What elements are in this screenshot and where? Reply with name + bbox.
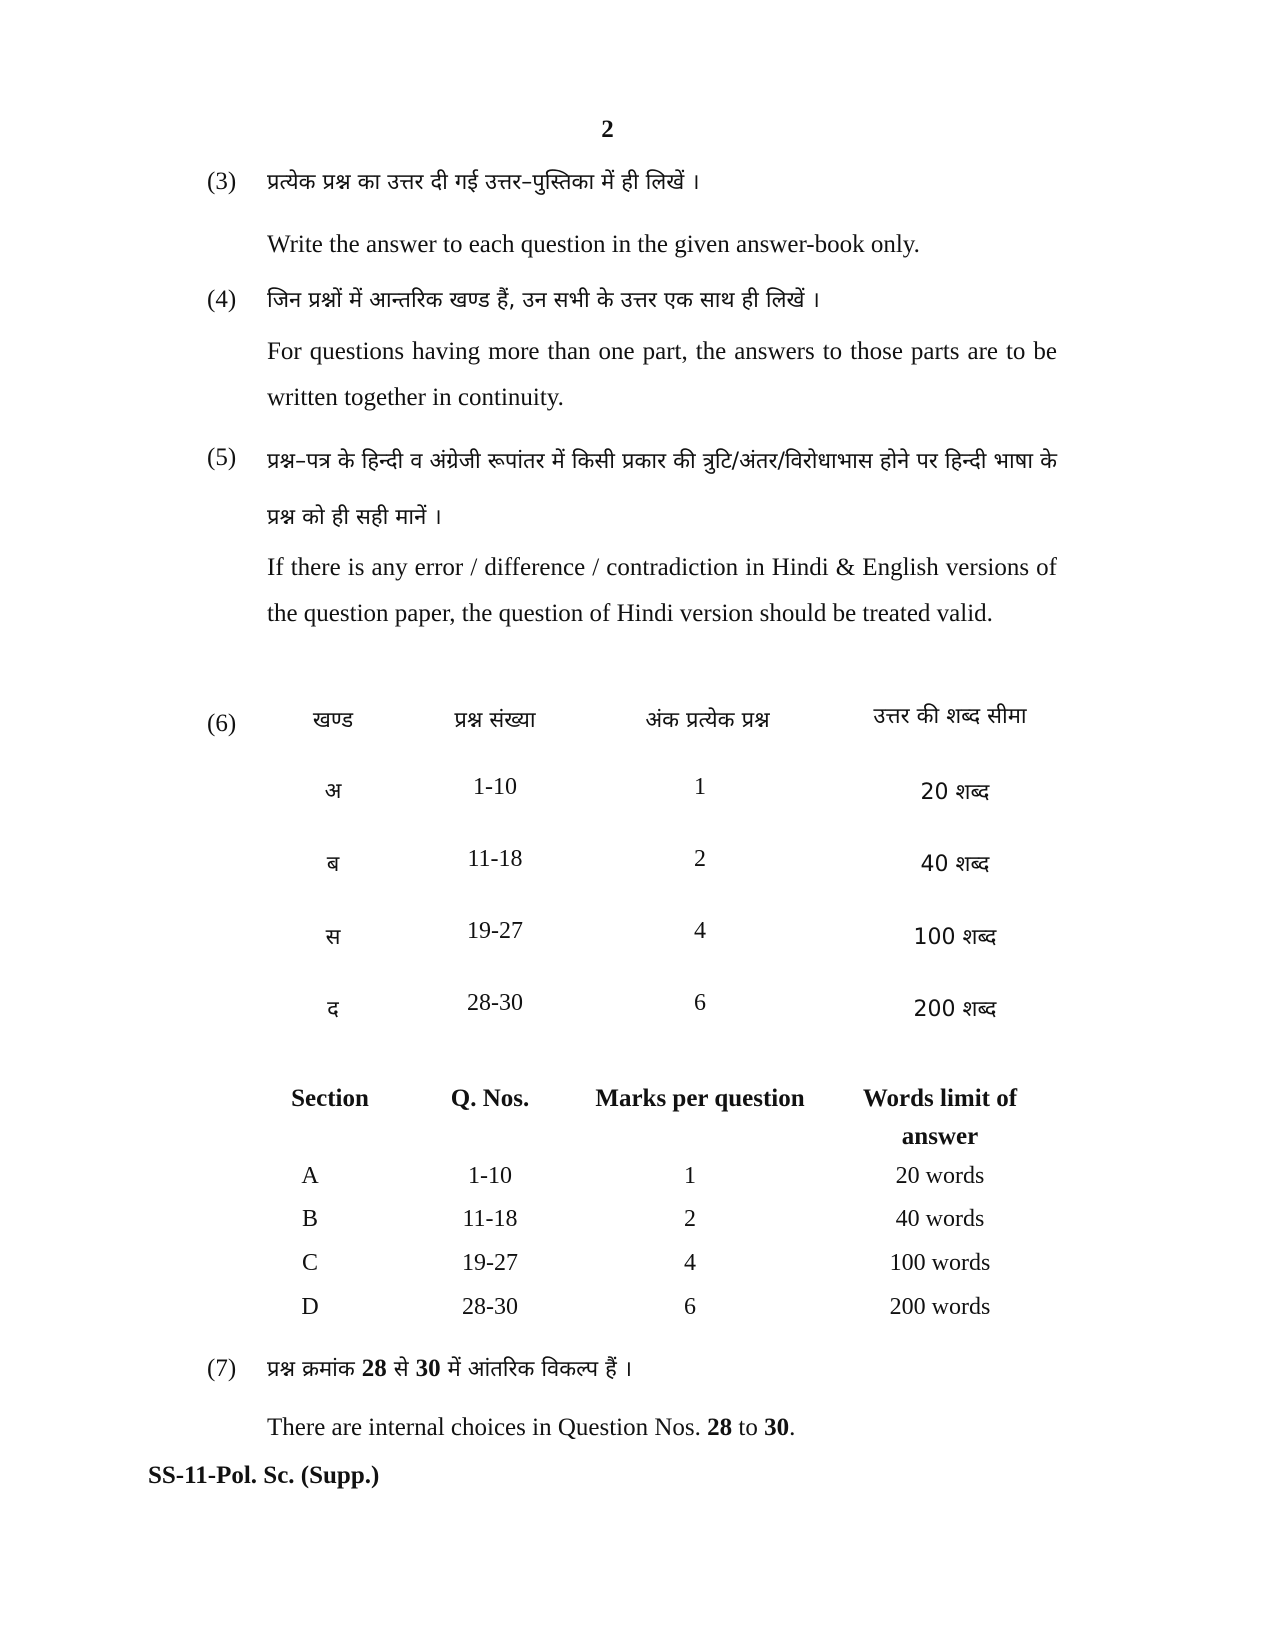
instruction-4-number: (4) xyxy=(207,286,237,313)
instruction-5-hindi: प्रश्न–पत्र के हिन्दी व अंग्रेजी रूपांतर में किसी प्रकार की त्रुटि/अंतर/विरोधाभास होने पर हिन्दी भाषा के प्रश्न को ही सही मानें । xyxy=(267,449,1057,530)
english-header-marks: Marks per question xyxy=(595,1085,805,1112)
english-header-words: Words limit of answer xyxy=(862,1085,1018,1150)
instruction-7-hindi-post: में आंतरिक विकल्प हैं । xyxy=(440,1357,633,1382)
english-row-2-section: B xyxy=(301,1206,318,1232)
english-row-2-qnos: 11-18 xyxy=(462,1206,518,1232)
english-row-1-qnos: 1-10 xyxy=(468,1163,512,1189)
english-header-qnos: Q. Nos. xyxy=(450,1085,530,1112)
hindi-header-qnos: प्रश्न संख्या xyxy=(454,708,536,733)
hindi-header-section: खण्ड xyxy=(312,708,354,733)
english-row-3-section: C xyxy=(301,1250,318,1276)
instruction-7-hindi-n1: 28 xyxy=(361,1355,387,1382)
english-row-3-words: 100 words xyxy=(889,1250,991,1276)
hindi-row-3-words: 100 शब्द xyxy=(913,925,997,950)
instruction-7-english-pre: There are internal choices in Question Nos. xyxy=(267,1414,708,1441)
instruction-3-hindi: प्रत्येक प्रश्न का उत्तर दी गई उत्तर–पुस्तिका में ही लिखें । xyxy=(267,170,700,195)
instruction-4-english: For questions having more than one part, the answers to those parts are to be written together in continuity. xyxy=(267,338,1057,411)
instruction-7-english-n2: 30 xyxy=(764,1414,790,1441)
instruction-5-number: (5) xyxy=(207,444,237,471)
hindi-row-1-words: 20 शब्द xyxy=(920,780,990,805)
english-row-4-words: 200 words xyxy=(889,1294,991,1320)
english-row-1-marks: 1 xyxy=(684,1163,696,1189)
english-row-3-marks: 4 xyxy=(684,1250,696,1276)
instruction-7-number: (7) xyxy=(207,1355,237,1382)
hindi-row-1-marks: 1 xyxy=(694,774,706,800)
hindi-row-4-marks: 6 xyxy=(694,990,706,1016)
english-row-1-words: 20 words xyxy=(895,1163,985,1189)
instruction-7-english xyxy=(267,1405,1057,1451)
hindi-header-marks: अंक प्रत्येक प्रश्न xyxy=(645,708,770,733)
instruction-6-number: (6) xyxy=(207,710,237,737)
hindi-row-3-marks: 4 xyxy=(694,918,706,944)
hindi-row-3-section: स xyxy=(325,925,341,950)
instruction-7-hindi-n2: 30 xyxy=(415,1355,441,1382)
hindi-row-2-marks: 2 xyxy=(694,846,706,872)
instruction-7-hindi xyxy=(267,1346,1057,1393)
page-number: 2 xyxy=(601,116,614,143)
english-header-section: Section xyxy=(291,1085,369,1112)
hindi-row-4-qnos: 28-30 xyxy=(467,990,523,1016)
instruction-3-number: (3) xyxy=(207,168,237,195)
english-row-3-qnos: 19-27 xyxy=(462,1250,518,1276)
hindi-row-3-qnos: 19-27 xyxy=(467,918,523,944)
hindi-row-2-section: ब xyxy=(326,852,340,877)
hindi-row-4-section: द xyxy=(327,997,339,1022)
instruction-7-english-mid: to xyxy=(732,1414,765,1441)
english-row-1-section: A xyxy=(301,1163,319,1189)
hindi-row-2-words: 40 शब्द xyxy=(920,852,990,877)
hindi-header-words: उत्तर की शब्द सीमा xyxy=(873,704,1027,729)
instruction-7-english-post: . xyxy=(789,1414,796,1441)
hindi-row-1-qnos: 1-10 xyxy=(473,774,517,800)
english-row-4-section: D xyxy=(301,1294,319,1320)
instruction-7-hindi-mid: से xyxy=(386,1357,416,1382)
english-row-4-qnos: 28-30 xyxy=(462,1294,518,1320)
instruction-4-hindi: जिन प्रश्नों में आन्तरिक खण्ड हैं, उन सभी के उत्तर एक साथ ही लिखें । xyxy=(267,288,820,313)
instruction-7-english-n1: 28 xyxy=(707,1414,733,1441)
english-row-4-marks: 6 xyxy=(684,1294,696,1320)
instruction-7-hindi-pre: प्रश्न क्रमांक xyxy=(267,1357,362,1382)
hindi-row-2-qnos: 11-18 xyxy=(467,846,523,872)
hindi-row-4-words: 200 शब्द xyxy=(913,997,997,1022)
hindi-row-1-section: अ xyxy=(324,779,342,804)
english-row-2-marks: 2 xyxy=(684,1206,696,1232)
instruction-5-english: If there is any error / difference / contradiction in Hindi & English versions of the question paper, the question of Hindi version should be treated valid. xyxy=(267,554,1057,627)
instruction-3-english: Write the answer to each question in the given answer-book only. xyxy=(267,231,920,258)
english-row-2-words: 40 words xyxy=(895,1206,985,1232)
paper-code-footer: SS-11-Pol. Sc. (Supp.) xyxy=(148,1462,380,1489)
